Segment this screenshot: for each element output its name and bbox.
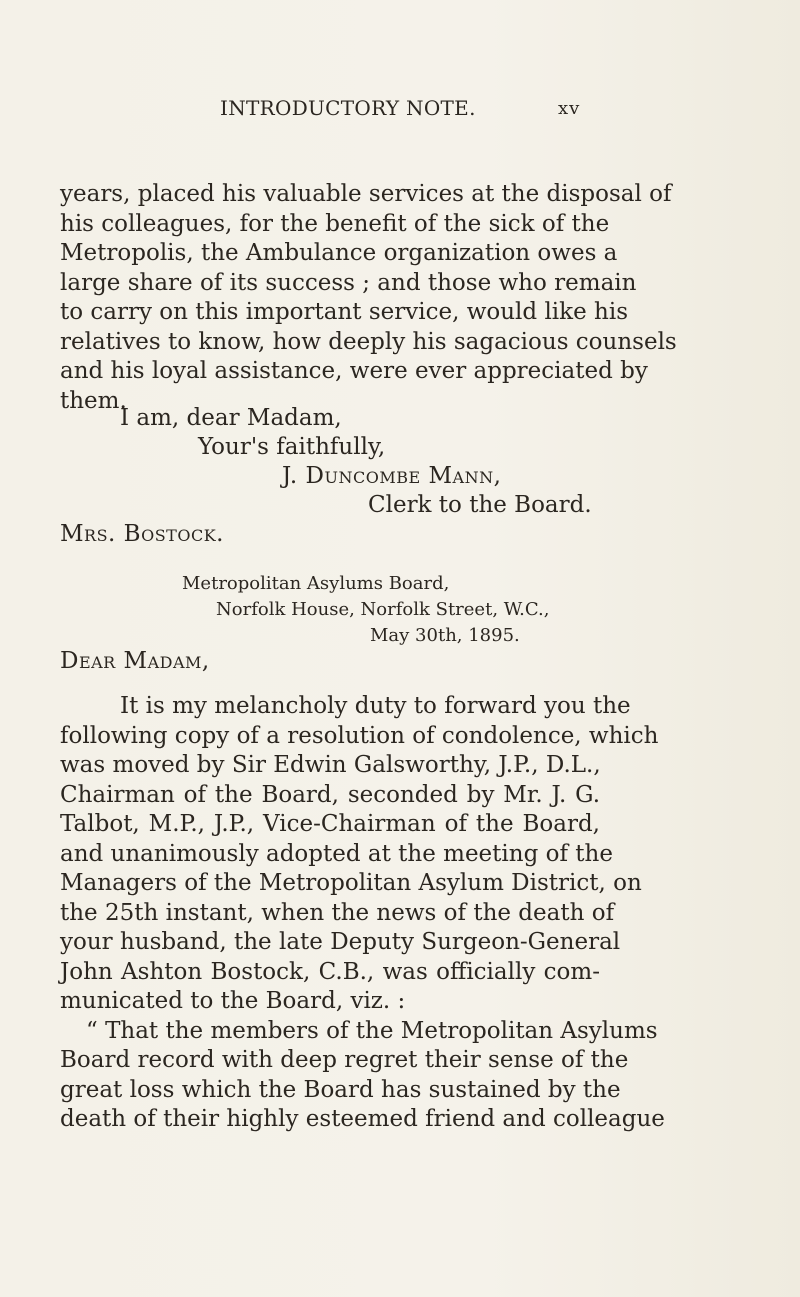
paragraph-continuation <box>60 180 677 416</box>
letter-date: May 30th, 1895. <box>370 625 520 646</box>
text-line: the 25th instant, when the news of the death of <box>60 899 615 926</box>
text-line: following copy of a resolution of condolence, which <box>60 722 659 749</box>
addressee: Mrs. Bostock. <box>60 521 224 547</box>
text-line: your husband, the late Deputy Surgeon-General <box>60 929 621 955</box>
text-line: It is my melancholy duty to forward you the <box>120 693 631 719</box>
text-line: them. <box>60 387 127 414</box>
text-line: and unanimously adopted at the meeting of the <box>60 840 613 867</box>
letter-body <box>60 692 665 1135</box>
text-line: death of their highly esteemed friend and colleague <box>60 1106 665 1132</box>
text-line: municated to the Board, viz. : <box>60 988 406 1014</box>
letter-address-line-1: Metropolitan Asylums Board, <box>182 573 450 594</box>
text-line: John Ashton Bostock, C.B., was officially com- <box>60 958 600 985</box>
text-line: years, placed his valuable services at the disposal of <box>60 181 672 207</box>
text-line: Talbot, M.P., J.P., Vice-Chairman of the Board, <box>60 811 600 837</box>
text-line: great loss which the Board has sustained by the <box>60 1076 621 1103</box>
text-line: Chairman of the Board, seconded by Mr. J. G. <box>60 781 600 808</box>
text-line: Board record with deep regret their sense of the <box>60 1047 629 1073</box>
text-line: to carry on this important service, would like his <box>60 299 628 325</box>
salutation: I am, dear Madam, <box>120 405 342 431</box>
signer-position: Clerk to the Board. <box>368 492 592 518</box>
text-line: was moved by Sir Edwin Galsworthy, J.P., D.L., <box>60 752 601 778</box>
running-title: INTRODUCTORY NOTE. <box>220 96 476 120</box>
text-line: and his loyal assistance, were ever appreciated by <box>60 358 648 384</box>
valediction: Your's faithfully, <box>198 434 386 460</box>
text-line: Metropolis, the Ambulance organization owes a <box>60 240 618 266</box>
text-line: his colleagues, for the benefit of the sick of the <box>60 210 610 237</box>
text-line: “ That the members of the Metropolitan Asylums <box>86 1017 658 1044</box>
letter-greeting: Dear Madam, <box>60 648 210 674</box>
signature: J. Duncombe Mann, <box>282 463 502 489</box>
letter-address-line-2: Norfolk House, Norfolk Street, W.C., <box>216 599 550 620</box>
text-line: Managers of the Metropolitan Asylum District, on <box>60 870 642 896</box>
text-line: relatives to know, how deeply his sagacious counsels <box>60 328 677 355</box>
text-line: large share of its success ; and those who remain <box>60 269 637 296</box>
page-number: xv <box>558 98 581 119</box>
